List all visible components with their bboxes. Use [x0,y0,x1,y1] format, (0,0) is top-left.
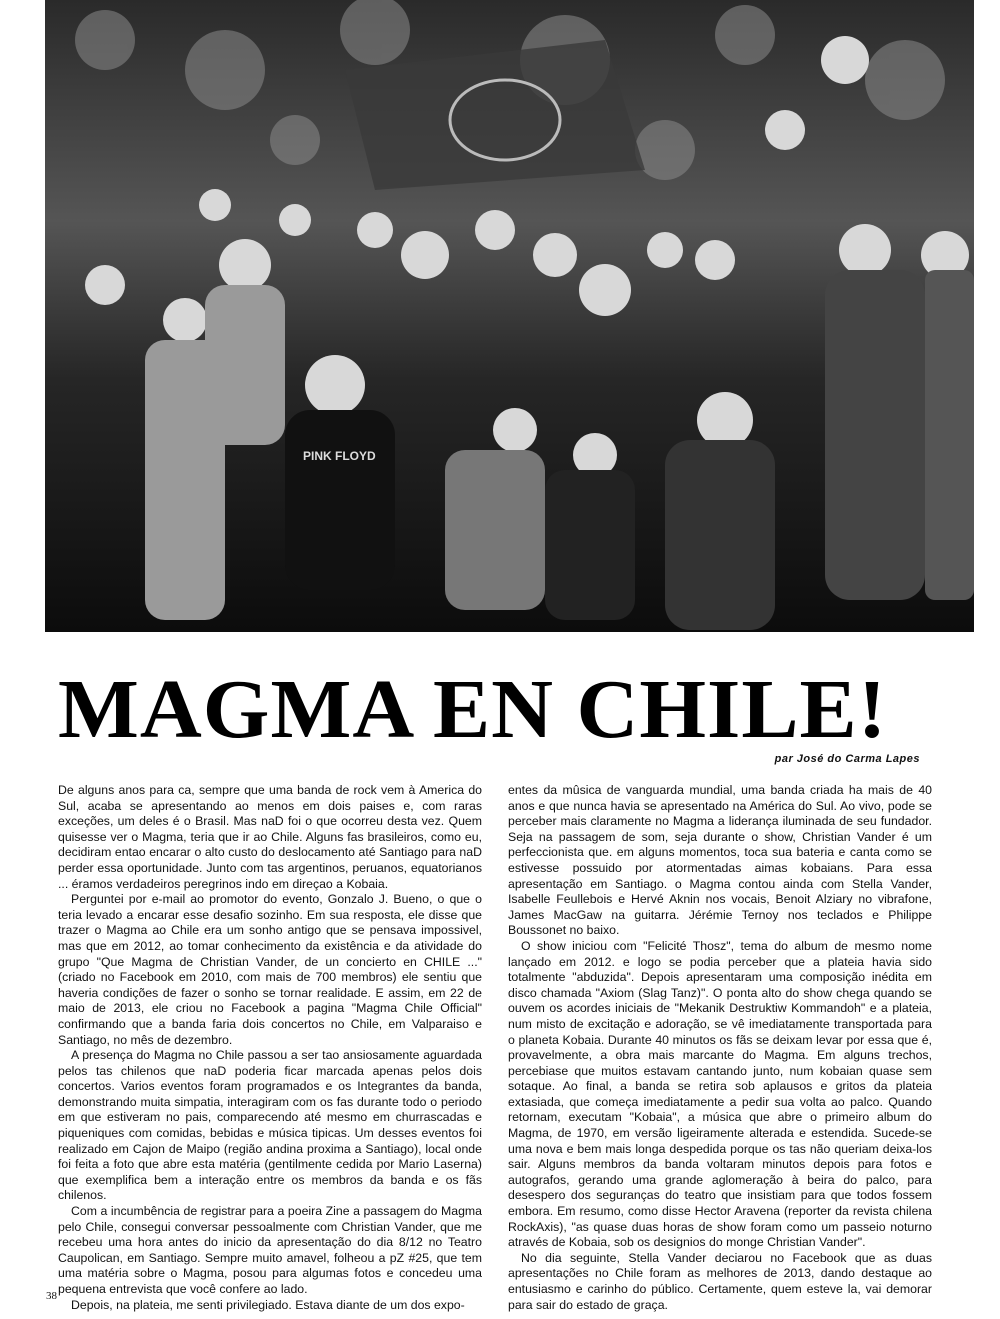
paragraph: Perguntei por e-mail ao promotor do evento, Gonzalo J. Bueno, o que o teria levado a encarar esse desafio sozinho. Em sua resposta, ele disse que trazer o Magma ao Chile era um sonho antigo que se pensava impossivel, mas que em 2012, ao tomar conhecimento da existência e da atividade do grupo "Que Magma de Christian Vander, de un concierto en CHILE ..." (criado no Facebook em 2010, com mais de 700 membros) ele sentiu que haveria condições de fazer o sonho se tornar realidade. E assim, em 22 de maio de 2013, ele criou no Facebook a pagina "Magma Chile Official" confirmando que a banda faria dois concertos no Chile, em Valparaiso e Santiago, no mês de dezembro. [58,892,482,1047]
svg-text:PINK FLOYD: PINK FLOYD [303,449,376,463]
paragraph: O show iniciou com "Felicité Thosz", tema do album de mesmo nome lançado em 2012. e logo se podia perceber que a plateia havia sido totalmente "abduzida". Depois apresentaram uma composição inédita em disco chamada "Axiom (Slag Tanz)". O ponta alto do show chega quando se ouvem os acordes iniciais de "Mekanik Destruktiw Kommandoh" e a plateia, num misto de excitação e adoração, se vê imediatamente transportada para o planeta Kobaia. Durante 40 minutos os fãs se deixam levar por essa que é, provavelmente, a obra mais marcante do Magma. Em alguns trechos, percebiase que muitos estavam cantando junto, num kobaian quase sem sotaque. Ao final, a banda se retira sob aplausos e gritos da plateia extasiada, que começa imediatamente a pedir sua volta ao palco. Quando retornam, executam "Kobaia", a música que abre o primeiro album do Magma, de 1970, em versão ligeiramente alterada e estendida. Sucede-se uma nova e bem mais longa despedida porque os tas não queriam deixa-los sair. Alguns membros da banda voltaram minutos depois para fotos e autografos, gerando uma grande aglomeração à beira do palco, para desespero dos seguranças do teatro que insistiam para que todos fossem embora. Em resumo, como disse Hector Aravena (reporter da revista chilena RockAxis), "as quase duas horas de show foram como um passeio noturno através de Kobaia, sob os designios do monge Christian Vander". [508,938,932,1250]
paragraph: Depois, na plateia, me senti privilegiado. Estava diante de um dos expo- [71,1297,465,1312]
page-number: 38 [46,1290,57,1302]
article-title: MAGMA EN CHILE! [58,663,888,756]
paragraph: Com a incumbência de registrar para a poeira Zine a passagem do Magma pelo Chile, consegui conversar pessoalmente com Christian Vander, que me recebeu uma hora antes do inicio da apresentação do dia 8/12 no Teatro Caupolican, em Santiago. Sempre muito amavel, folheou a pZ #25, que tem uma matéria sobre o Magma, posou para algumas fotos e concedeu uma pequena entrevista que você confere ao lado. [58,1204,482,1296]
paragraph: entes da mûsica de vanguarda mundial, uma banda criada ha mais de 40 anos e que nunca havia se apresentado na América do Sul. Ao vivo, pode se perceber mais claramente no Magma a liderança iluminada de seu fundador. Seja na passagem de som, seja durante o show, Christian Vander é um perfeccionista que. em alguns momentos, toca sua bateria e canta como se estivesse possuido por atormentadas aimas kobaians. Para essa apresentação em Santiago. o Magma contou ainda com Stella Vander, Isabelle Feullebois e Hervé Aknin nos vocais, Benoit Alziary no vibrafone, James MacGaw na guitarra. Jérémie Ternoy nos teclados e Philippe Boussonet no baixo. [508,783,932,938]
text-column-left [58,783,482,1313]
paragraph: De alguns anos para ca, sempre que uma banda de rock vem à America do Sul, acaba se apresentando ao menos em dois paises e, com raras exceções, um deles é o Brasil. Mas naD foi o que ocorreu desta vez. Quem quisesse ver o Magma, teria que ir ao Chile. Alguns fas brasileiros, como eu, decidiram entao encarar o alto custo do deslocamento até Santiago para naD perder essa oportunidade. Junto com tas argentinos, peruanos, equatorianos ... éramos verdadeiros peregrinos indo em direçao a Kobaia. [58,783,482,891]
text-column-right [508,783,932,1313]
paragraph: A presença do Magma no Chile passou a ser tao ansiosamente aguardada pelos tas chilenos que naD poderia ficar marcada apenas pelos dois concertos. Varios eventos foram programados e os Integrantes da banda, demonstrando muita simpatia, interagiram com os fas durante todo o periodo em que estiveram no pais, comparecendo até mesmo em churrascadas e piqueniques com comidas, bebidas e música tipicas. Um desses eventos foi realizado em Cajon de Maipo (região andina proxima a Santiago), local onde foi feita a foto que abre esta matéria (gentilmente cedida por Mario Laserna) que exemplifica bem a interação entre os membros da banda e os fãs chilenos. [58,1048,482,1203]
group-photo [45,0,974,632]
article-byline: par José do Carma Lapes [774,753,920,765]
paragraph: No dia seguinte, Stella Vander deciarou no Facebook que as duas apresentações no Chile foram as melhores de 2013, dando destaque ao entusiasmo e carinho do público. Certamente, quem esteve la, vai demorar para sair do estado de graça. [508,1250,932,1312]
group-photo-icon [45,0,974,632]
